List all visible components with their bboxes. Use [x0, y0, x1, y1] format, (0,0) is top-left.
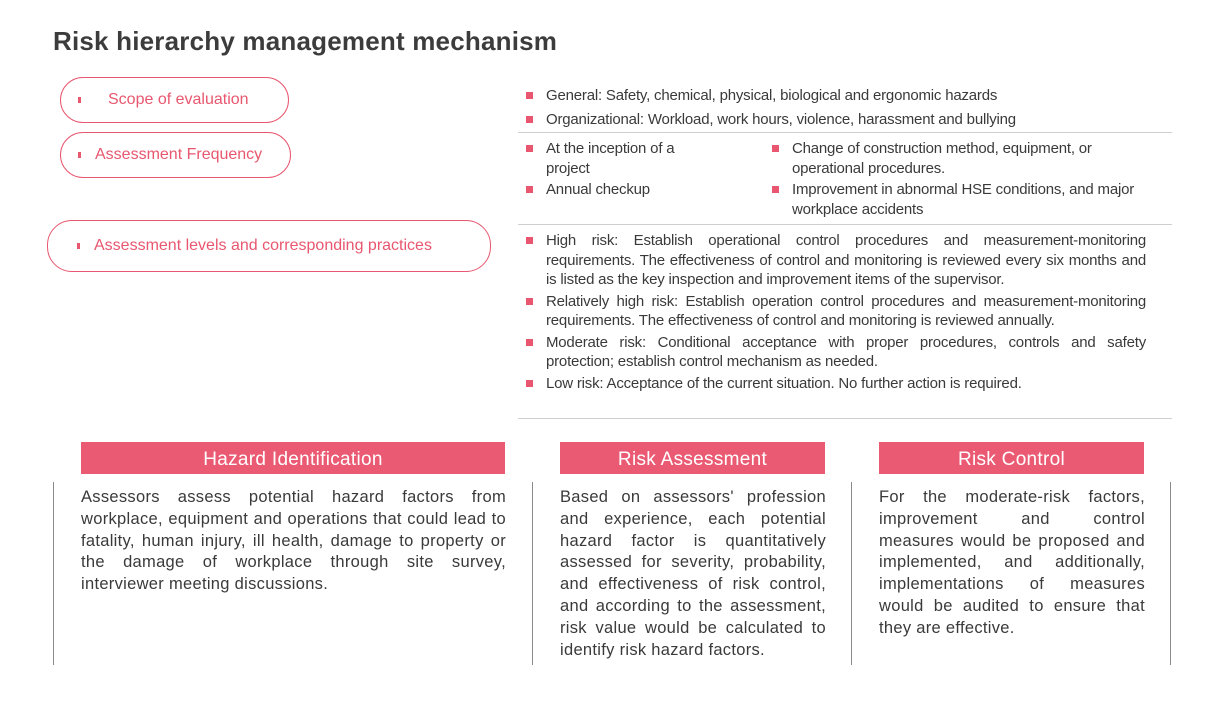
column-divider [532, 482, 533, 665]
risk-assessment-text: Based on assessors' profession and experience, each potential hazard factor is quantitatively assessed for severity, probability, and effectiveness of risk control, and according to the assessment, risk value would be calculated to identify risk hazard factors. [560, 488, 826, 659]
pill-label: Assessment Frequency [95, 146, 263, 163]
bullet-icon [78, 97, 81, 103]
list-item: Organizational: Workload, work hours, violence, harassment and bullying [518, 110, 1172, 130]
risk-assessment-header: Risk Assessment [560, 442, 825, 474]
page-title: Risk hierarchy management mechanism [53, 26, 558, 56]
frequency-column-left [518, 139, 718, 202]
assessment-frequency-pill [60, 132, 291, 178]
list-item: High risk: Establish operational control procedures and measurement-monitoring requirements. The effectiveness of control and monitoring is reviewed every six months and is listed as the key inspection and improvement items of the supervisor. [518, 231, 1146, 290]
bullet-icon [77, 243, 80, 249]
list-item: Low risk: Acceptance of the current situation. No further action is required. [518, 374, 1146, 394]
list-item: Improvement in abnormal HSE conditions, and major workplace accidents [764, 180, 1144, 219]
list-item: General: Safety, chemical, physical, biological and ergonomic hazards [518, 86, 1172, 106]
list-item: At the inception of a project [518, 139, 718, 178]
list-item: Relatively high risk: Establish operation control procedures and measurement-monitoring requirements. The effectiveness of control and monitoring is reviewed annually. [518, 292, 1146, 331]
scope-of-evaluation-pill [60, 77, 289, 123]
list-item: Moderate risk: Conditional acceptance with proper procedures, controls and safety protection; establish control mechanism as needed. [518, 333, 1146, 372]
bullet-icon [78, 152, 81, 158]
column-divider [1170, 482, 1171, 665]
list-item: Annual checkup [518, 180, 718, 200]
scope-list [518, 85, 1172, 133]
risk-control-text: For the moderate-risk factors, improvement and control measures would be proposed and implemented, and additionally, implementations of measures would be audited to ensure that they are effective. [879, 488, 1145, 637]
pill-label: Assessment levels and corresponding practices [94, 237, 432, 254]
frequency-column-right [764, 139, 1144, 221]
risk-control-header: Risk Control [879, 442, 1144, 474]
hazard-identification-text: Assessors assess potential hazard factors from workplace, equipment and operations that could lead to fatality, human injury, ill health, damage to property or the damage of workplace through site survey, interviewer meeting discussions. [81, 488, 506, 594]
assessment-levels-pill [47, 220, 491, 272]
hazard-identification-header: Hazard Identification [81, 442, 505, 474]
column-divider [851, 482, 852, 665]
levels-list [518, 225, 1172, 419]
list-item: Change of construction method, equipment, or operational procedures. [764, 139, 1144, 178]
frequency-list [518, 133, 1172, 225]
column-divider [53, 482, 54, 665]
pill-label: Scope of evaluation [108, 91, 249, 108]
